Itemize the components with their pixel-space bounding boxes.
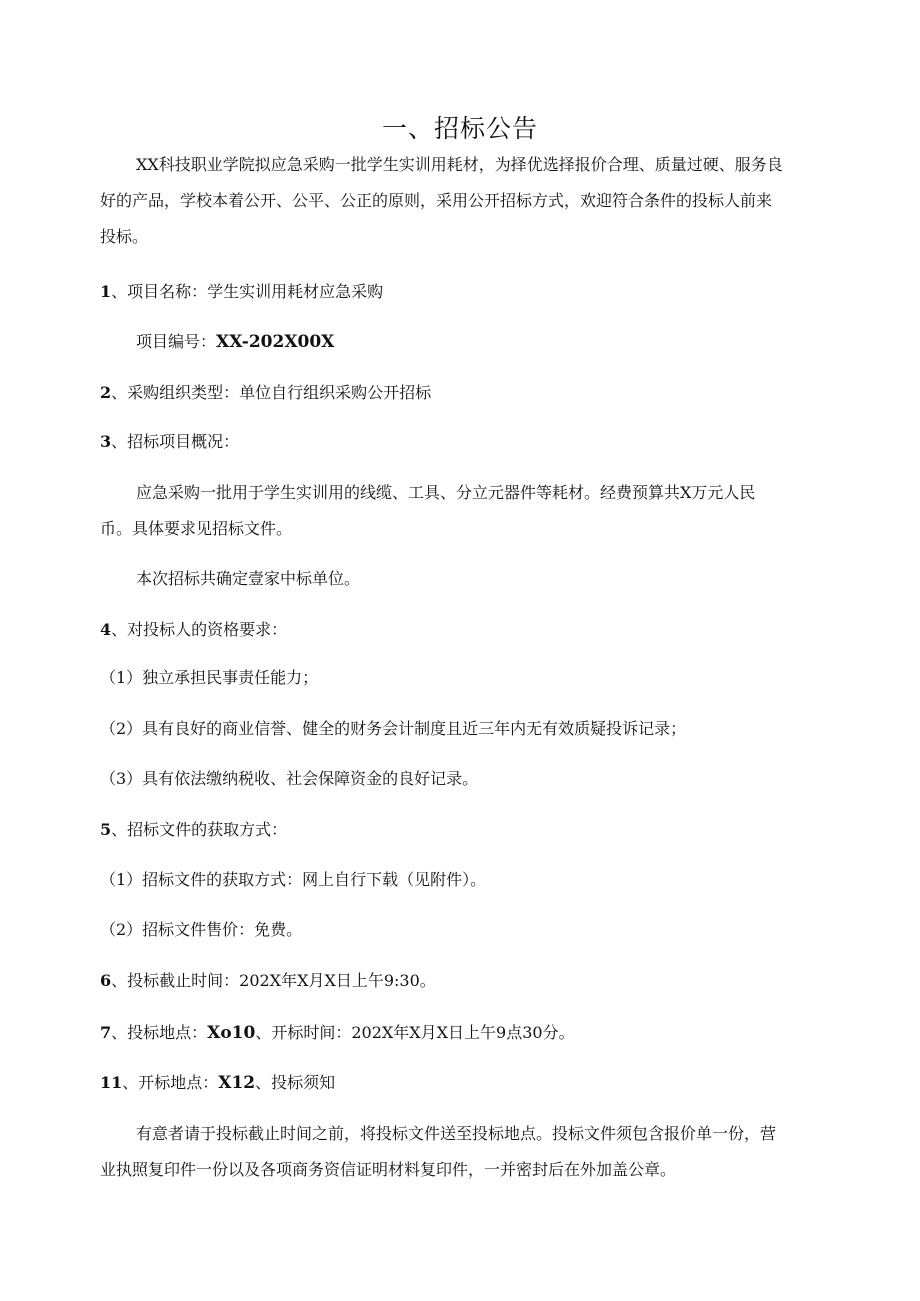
acquisition-item-2: （2）招标文件售价：免费。 — [100, 920, 303, 939]
section-4-text: 、对投标人的资格要求： — [111, 620, 288, 639]
section-7-number: 7 — [100, 1023, 112, 1042]
section-6-text: 、投标截止时间：202X年X月X日上午9:30。 — [111, 971, 436, 990]
section-11-text-a: 、开标地点： — [122, 1073, 219, 1092]
section-11-number: 11 — [100, 1073, 123, 1092]
section-11-opening-location — [100, 1071, 335, 1095]
section-7-text-b: 、开标时间：202X年X月X日上午9点30分。 — [255, 1023, 575, 1042]
section-1-text: 、项目名称：学生实训用耗材应急采购 — [111, 282, 384, 301]
project-code-line — [136, 330, 334, 354]
page-title: 一、招标公告 — [381, 114, 538, 143]
section-11-text-b: 、投标须知 — [255, 1073, 336, 1092]
project-code-value: XX-202X00X — [216, 332, 335, 352]
project-code-label: 项目编号： — [136, 332, 217, 351]
section-3-overview-heading — [100, 430, 239, 454]
section-3-number: 3 — [100, 432, 112, 451]
requirement-1: （1）独立承担民事责任能力； — [100, 668, 319, 687]
section-7-text-a: 、投标地点： — [111, 1023, 208, 1042]
section-5-number: 5 — [100, 820, 112, 839]
overview-line-2: 币。具体要求见招标文件。 — [100, 519, 293, 538]
notice-line-2: 业执照复印件一份以及各项商务资信证明材料复印件，一并密封后在外加盖公章。 — [100, 1160, 677, 1179]
section-6-number: 6 — [100, 971, 112, 990]
section-6-deadline — [100, 969, 436, 993]
winner-count-text: 本次招标共确定壹家中标单位。 — [136, 569, 361, 588]
intro-line-2: 好的产品，学校本着公开、公平、公正的原则，采用公开招标方式，欢迎符合条件的投标人前来 — [100, 191, 773, 210]
overview-paragraph — [100, 475, 805, 547]
intro-paragraph — [100, 147, 805, 255]
overview-line-1: 应急采购一批用于学生实训用的线缆、工具、分立元器件等耗材。经费预算共X万元人民 — [136, 483, 756, 502]
section-11-bold-a: X12 — [218, 1073, 256, 1093]
section-7-bold-a: Xo10 — [207, 1023, 256, 1043]
section-2-procurement-type — [100, 381, 431, 405]
section-4-number: 4 — [100, 620, 112, 639]
section-2-text: 、采购组织类型：单位自行组织采购公开招标 — [111, 383, 432, 402]
section-7-location-time — [100, 1021, 575, 1045]
section-5-document-acquisition — [100, 818, 287, 842]
intro-line-1: XX科技职业学院拟应急采购一批学生实训用耗材，为择优选择报价合理、质量过硬、服务良 — [136, 155, 783, 174]
section-1-project-name — [100, 280, 383, 304]
notice-line-1: 有意者请于投标截止时间之前，将投标文件送至投标地点。投标文件须包含报价单一份，营 — [136, 1124, 777, 1143]
notice-paragraph — [100, 1116, 805, 1188]
section-2-number: 2 — [100, 383, 112, 402]
intro-line-3: 投标。 — [100, 227, 149, 246]
section-1-number: 1 — [100, 282, 112, 301]
section-4-qualification-heading — [100, 618, 287, 642]
section-3-text: 、招标项目概况： — [111, 432, 240, 451]
requirement-3: （3）具有依法缴纳税收、社会保障资金的良好记录。 — [100, 769, 479, 788]
section-5-text: 、招标文件的获取方式： — [111, 820, 288, 839]
acquisition-item-1: （1）招标文件的获取方式：网上自行下载（见附件）。 — [100, 870, 487, 889]
requirement-2: （2）具有良好的商业信誉、健全的财务会计制度且近三年内无有效质疑投诉记录； — [100, 719, 687, 738]
